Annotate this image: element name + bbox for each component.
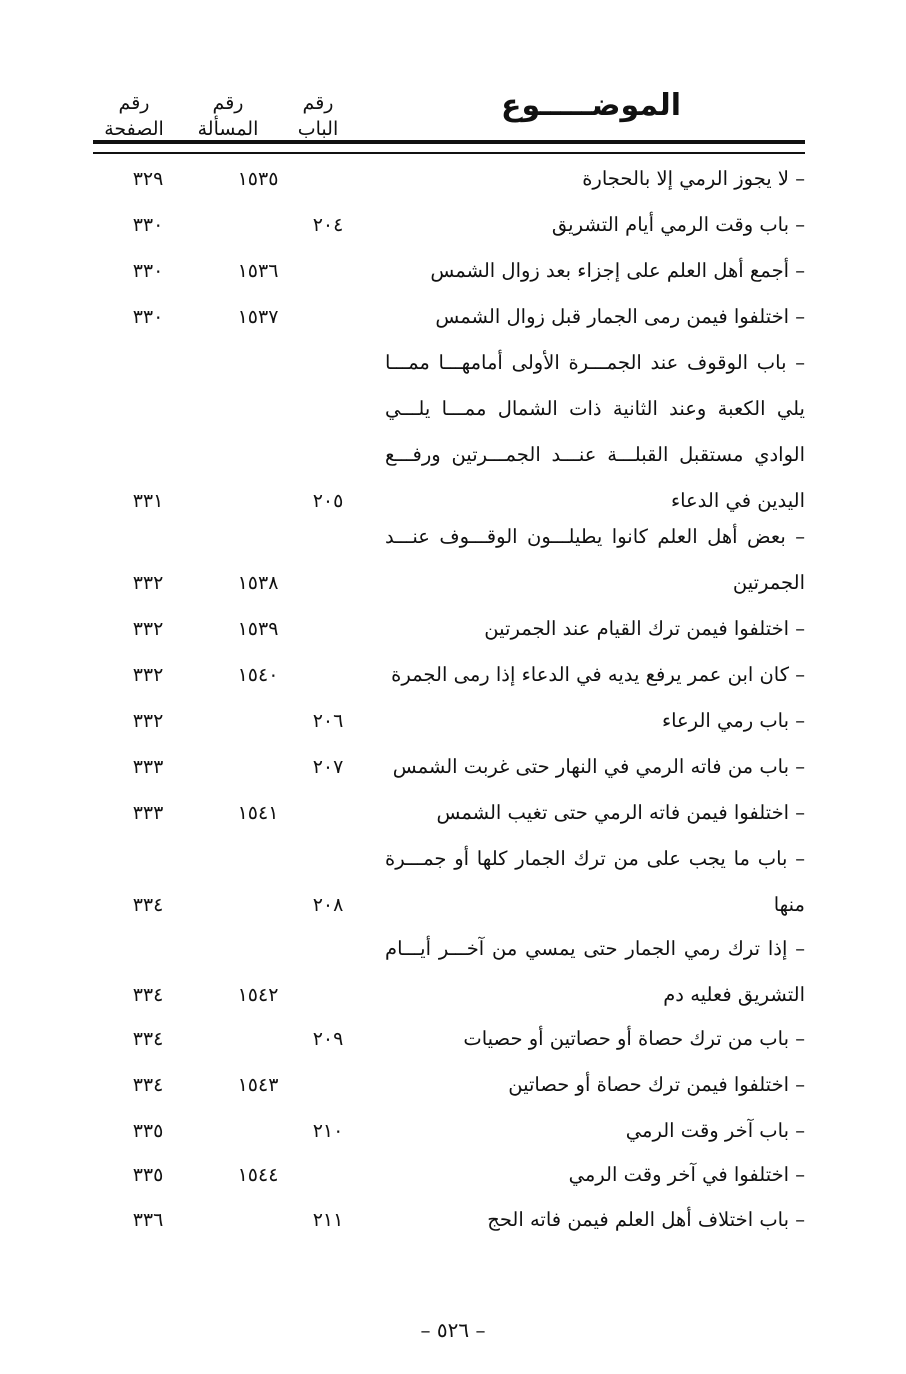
row-chapter: ٢١٠ [312,1120,344,1142]
row-page: ٣٣٥ [132,1164,164,1186]
header-rule-thin [93,152,805,154]
row-issue: ١٥٤٠ [237,664,279,686]
table-row [93,1062,805,1108]
row-issue [193,1016,323,1062]
row-topic: – باب من ترك حصاة أو حصاتين أو حصيات [463,1027,805,1050]
table-row [93,652,805,698]
row-issue: ١٥٤١ [237,802,279,824]
row-topic: – باب وقت الرمي أيام التشريق [551,213,805,236]
row-issue: ١٥٣٦ [237,260,279,282]
row-page: ٣٣٤ [132,1028,164,1050]
row-topic: – اختلفوا فيمن فاته الرمي حتى تغيب الشمس [436,801,805,824]
header-issue-col [186,90,270,142]
row-topic: – باب رمي الرعاء [661,709,805,732]
row-topic: – اختلفوا في آخر وقت الرمي [568,1163,805,1186]
header-rule-thick [93,140,805,144]
table-row [93,294,805,340]
chapter-col-line1: رقم [302,92,334,114]
row-page: ٣٣٣ [132,756,164,778]
row-page: ٣٣٠ [132,260,164,282]
row-chapter: ٢٠٥ [312,490,344,512]
row-page: ٣٣٦ [132,1209,164,1231]
table-row [93,156,805,202]
row-topic: – باب الوقوف عند الجمـــرة الأولى أمامهـــا ممـــا يلي الكعبة وعند الثانية ذات الشمال ممـــا يلـــي الوادي مستقبل القبلـــة عنـــد الجمـــرتين ورفـــع اليدين في الدعاء [385,351,805,512]
row-page: ٣٣٥ [132,1120,164,1142]
table-row [93,790,805,836]
row-page: ٣٣٤ [132,984,164,1006]
issue-col-line1: رقم [212,92,244,114]
header-page-col [94,90,174,142]
row-topic: – باب آخر وقت الرمي [625,1119,805,1142]
issue-col-line2: المسألة [197,118,259,140]
row-page: ٣٣٢ [132,618,164,640]
row-issue: ١٥٣٥ [237,168,279,190]
row-page: ٣٣٠ [132,306,164,328]
row-issue [193,1108,323,1154]
row-chapter: ٢١١ [312,1209,344,1231]
row-issue: ١٥٣٧ [237,306,279,328]
row-issue [193,882,323,928]
row-topic: – أجمع أهل العلم على إجزاء بعد زوال الشمس [430,259,805,282]
table-row [93,744,805,790]
row-chapter: ٢٠٦ [312,710,344,732]
row-topic: – باب اختلاف أهل العلم فيمن فاته الحج [487,1208,805,1231]
table-row [93,836,805,928]
row-chapter: ٢٠٤ [312,214,344,236]
table-row [93,1016,805,1062]
table-row [93,1197,805,1243]
row-topic: – لا يجوز الرمي إلا بالحجارة [582,167,805,190]
table-row [93,1152,805,1198]
row-page: ٣٣٤ [132,894,164,916]
row-page: ٣٣٢ [132,572,164,594]
row-topic: – اختلفوا فيمن ترك حصاة أو حصاتين [508,1073,805,1096]
table-row [93,698,805,744]
row-chapter: ٢٠٨ [312,894,344,916]
row-topic: – كان ابن عمر يرفع يديه في الدعاء إذا رمى الجمرة [391,663,805,686]
table-row [93,926,805,1018]
row-topic: – إذا ترك رمي الجمار حتى يمسي من آخـــر أيـــام التشريق فعليه دم [385,937,805,1006]
row-page: ٣٣٢ [132,664,164,686]
row-topic: – باب من فاته الرمي في النهار حتى غربت الشمس [392,755,805,778]
row-page: ٣٣٠ [132,214,164,236]
header-topic-title: الموضـــــوع [500,88,682,123]
page-col-line2: الصفحة [104,118,164,140]
row-issue: ١٥٤٢ [237,984,279,1006]
table-row [93,1108,805,1154]
row-issue [193,202,323,248]
row-chapter: ٢٠٧ [312,756,344,778]
row-topic: – باب ما يجب على من ترك الجمار كلها أو جمـــرة منها [385,847,805,916]
row-issue: ١٥٣٩ [237,618,279,640]
header-chapter-col [282,90,354,142]
row-issue [193,744,323,790]
page-number: – ٥٢٦ – [420,1318,486,1342]
row-topic: – اختلفوا فيمن ترك القيام عند الجمرتين [484,617,805,640]
row-issue [193,1197,323,1243]
row-page: ٣٣٣ [132,802,164,824]
row-page: ٣٣١ [132,490,164,512]
row-topic: – بعض أهل العلم كانوا يطيلـــون الوقـــوف عنـــد الجمرتين [385,525,805,594]
row-issue [193,698,323,744]
table-row [93,248,805,294]
row-topic: – اختلفوا فيمن رمى الجمار قبل زوال الشمس [435,305,805,328]
table-row [93,340,805,524]
row-chapter: ٢٠٩ [312,1028,344,1050]
table-row [93,606,805,652]
table-row [93,514,805,606]
row-page: ٣٣٤ [132,1074,164,1096]
page-col-line1: رقم [118,92,150,114]
row-page: ٣٣٢ [132,710,164,732]
row-issue: ١٥٤٤ [237,1164,279,1186]
row-issue: ١٥٤٣ [237,1074,279,1096]
table-row [93,202,805,248]
row-page: ٣٢٩ [132,168,164,190]
chapter-col-line2: الباب [297,118,339,140]
row-issue: ١٥٣٨ [237,572,279,594]
